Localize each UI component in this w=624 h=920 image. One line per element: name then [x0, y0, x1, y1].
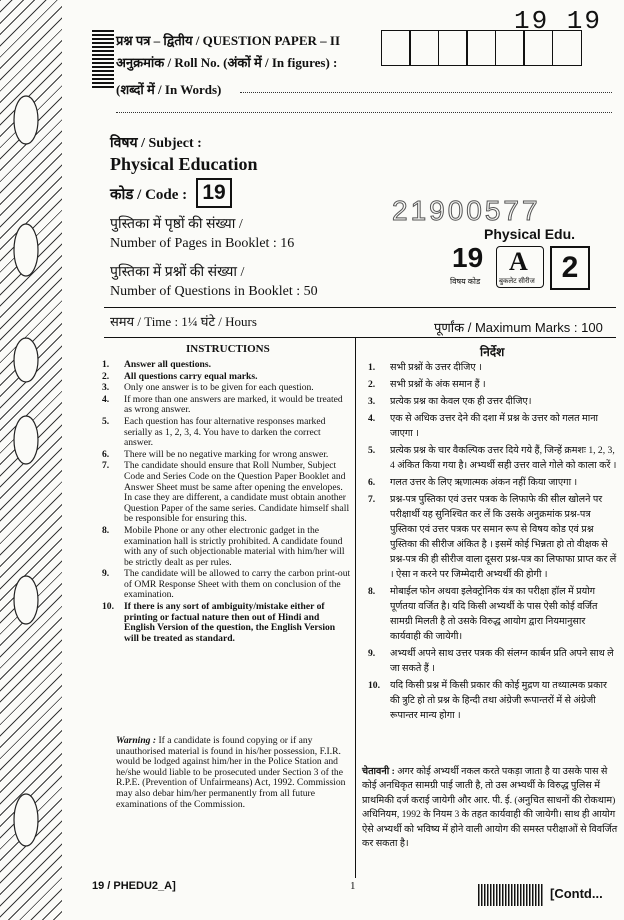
instruction-number: 5. — [368, 445, 376, 456]
instruction-item — [100, 526, 352, 568]
instruction-text: If there is any sort of ambiguity/mistake either of printing or factual nature then out of Hindi and English Version of the question, the English Version will be treated as standard. — [124, 601, 336, 644]
roll-number-boxes[interactable] — [382, 30, 582, 66]
instructions-heading: INSTRUCTIONS — [186, 343, 270, 355]
instruction-item — [366, 646, 618, 676]
instruction-number: 6. — [368, 477, 376, 488]
instruction-number: 4. — [368, 413, 376, 424]
footer-code: 19 / PHEDU2_A] — [92, 880, 176, 892]
roll-box[interactable] — [523, 30, 553, 66]
instruction-text: Answer all questions. — [124, 359, 211, 370]
footer-page: 1 — [350, 880, 356, 892]
divider — [104, 307, 616, 308]
continued-label: [Contd... — [550, 886, 603, 901]
max-marks-label: पूर्णांक / Maximum Marks : 100 — [434, 320, 603, 335]
floral-ornament — [6, 0, 46, 920]
instruction-item — [366, 443, 618, 473]
column-divider — [355, 338, 356, 878]
pages-label: Number of Pages in Booklet : 16 — [110, 236, 295, 251]
barcode-footer — [478, 884, 544, 906]
question-paper-label: प्रश्न पत्र – द्वितीय / QUESTION PAPER – II — [116, 33, 341, 48]
roll-box[interactable] — [466, 30, 496, 66]
warning-english — [116, 736, 352, 810]
instructions-list — [100, 360, 352, 645]
subject-code-caption: विषय कोड — [450, 277, 481, 286]
instruction-item — [366, 394, 618, 409]
instruction-number: 10. — [368, 680, 380, 691]
instruction-number: 7. — [368, 494, 376, 505]
instruction-text: The candidate should ensure that Roll Number, Subject Code and Series Code on the Question Paper Booklet and Answer Sheet must be same after opening the envelopes. In case they are different, a candidate must obtain another Question Paper of the same series. Candidate himself shall be responsible for ensuring this. — [124, 460, 350, 525]
stamp-code: 19 — [452, 242, 484, 273]
instruction-item — [100, 395, 352, 416]
instruction-item — [366, 411, 618, 441]
instruction-item — [366, 584, 618, 644]
serial-number: 21900577 — [392, 195, 541, 226]
pages-label-hindi: पुस्तिका में पृष्ठों की संख्या / — [110, 217, 243, 232]
series-caption: बुकलेट सीरीज — [499, 277, 535, 285]
instruction-text: All questions carry equal marks. — [124, 370, 258, 382]
instruction-number: 3. — [368, 396, 376, 407]
instruction-text: सभी प्रश्नों के उत्तर दीजिए । — [390, 362, 482, 373]
instruction-item — [100, 417, 352, 449]
code-value: 19 — [196, 178, 232, 208]
paper-number-box: 2 — [550, 246, 590, 290]
instruction-text: यदि किसी प्रश्न में किसी प्रकार की कोई मुद्रण या तथ्यात्मक प्रकार की त्रुटि हो तो प्रश्न के हिन्दी तथा अंग्रेजी रूपान्तरों में से अंग्रेजी रूपान्तर मान्य होगा । — [390, 680, 607, 721]
subject-name: Physical Education — [110, 154, 258, 174]
barcode-left — [92, 30, 114, 90]
instruction-item — [366, 475, 618, 490]
instruction-text: सभी प्रश्नों के अंक समान हैं । — [390, 379, 486, 390]
roll-box[interactable] — [552, 30, 582, 66]
instruction-number: 8. — [102, 524, 110, 536]
instructions-heading-hindi: निर्देश — [480, 345, 505, 359]
instruction-number: 1. — [102, 359, 110, 370]
instruction-item — [366, 492, 618, 582]
instruction-number: 3. — [102, 382, 110, 394]
instruction-text: Mobile Phone or any other electronic gadget in the examination hall is strictly prohibited. A candidate found with any of such objectionable material with him/her will be strictly dealt as per rules. — [124, 524, 345, 568]
warning-text: If a candidate is found copying or if any unauthorised material is found in his/her possession, F.I.R. would be lodged against him/her in the Police Station and he/she would liable to be prosecuted under Section 3 of the R.P.E. (Prevention of Unfairmeans) Act, 1992. Commission may also debar him/her permanently from all future examinations of the Commission. — [116, 735, 346, 810]
series-letter: A — [509, 247, 528, 276]
divider — [104, 337, 616, 338]
warning-text-hindi: अगर कोई अभ्यर्थी नकल करते पकड़ा जाता है या उसके पास से कोई अनधिकृत सामग्री पाई जाती है, तो उस अभ्यर्थी के विरुद्ध पुलिस में प्राथमिकी दर्ज कराई जायेगी और आर. पी. ई. (अनुचित साधनों की रोकथाम) अधिनियम, 1992 के नियम 3 के तहत कार्यवाही की जायेगी। साथ ही आयोग ऐसे अभ्यर्थी को भविष्य में होने वाली आयोग की समस्त परीक्षाओं से विवर्जित कर सकता है। — [362, 766, 618, 850]
instruction-item — [100, 372, 352, 383]
instruction-text: There will be no negative marking for wrong answer. — [124, 448, 329, 460]
instruction-number: 8. — [368, 586, 376, 597]
instruction-text: मोबाईल फोन अथवा इलेक्ट्रोनिक यंत्र का परीक्षा हॉल में प्रयोग पूर्णतया वर्जित है। यदि किसी अभ्यर्थी के पास ऐसी कोई वर्जित सामग्री मिलती है तो उसके विरुद्ध आयोग द्वारा नियमानुसार कार्यवाही की जायेगी। — [390, 586, 598, 642]
instruction-item — [100, 461, 352, 525]
instruction-item — [366, 377, 618, 392]
instruction-text: प्रत्येक प्रश्न के चार वैकल्पिक उत्तर दिये गये हैं, जिन्हें क्रमशः 1, 2, 3, 4 अंकित किया गया है। अभ्यर्थी सही उत्तर वाले गोले को काला करें । — [390, 445, 617, 471]
instruction-item — [100, 602, 352, 644]
roll-words-label: (शब्दों में / In Words) — [116, 82, 222, 97]
instruction-text: प्रत्येक प्रश्न का केवल एक ही उत्तर दीजिए। — [390, 396, 532, 407]
instruction-number: 2. — [368, 379, 376, 390]
roll-box[interactable] — [495, 30, 525, 66]
instruction-item — [100, 450, 352, 461]
stamp-subject: Physical Edu. — [484, 226, 576, 242]
warning-label-hindi: चेतावनी : — [362, 766, 395, 777]
instruction-number: 9. — [368, 648, 376, 659]
roll-box[interactable] — [409, 30, 439, 66]
instruction-number: 6. — [102, 448, 110, 460]
warning-hindi — [362, 765, 618, 851]
instruction-number: 1. — [368, 362, 376, 373]
series-box — [496, 246, 544, 288]
page-number: 19 19 — [513, 6, 602, 36]
instruction-text: Each question has four alternative responses marked serially as 1, 2, 3, 4. You have to darken the correct answer. — [124, 415, 326, 449]
instruction-item — [366, 678, 618, 723]
instruction-text: एक से अधिक उत्तर देने की दशा में प्रश्न के उत्तर को गलत माना जाएगा । — [390, 413, 599, 439]
instruction-item — [100, 383, 352, 394]
subject-label: विषय / Subject : — [110, 136, 202, 151]
instruction-number: 4. — [102, 393, 110, 405]
instruction-item — [100, 569, 352, 601]
code-label: कोड / Code : — [110, 187, 188, 203]
time-label: समय / Time : 1¼ घंटे / Hours — [110, 314, 257, 329]
instruction-text: प्रश्न-पत्र पुस्तिका एवं उत्तर पत्रक के लिफाफे की सील खोलने पर परीक्षार्थी यह सुनिश्चित कर लें कि उसके अनुक्रमांक प्रश्न-पत्र पुस्तिका एवं उत्तर पत्रक पर समान रूप से विषय कोड एवं प्रश्न पुस्तिका की सीरीज अंकित है । इसमें कोई भिन्नता हो तो वीक्षक से प्रश्न-पत्र की ही सीरीज वाला दूसरा प्रश्न-पत्र का लिफाफा प्राप्त कर लें । ऐसा न करने पर जिम्मेदारी अभ्यर्थी की होगी । — [390, 494, 617, 580]
roll-words-line-2[interactable] — [116, 112, 612, 113]
instruction-item — [100, 360, 352, 371]
instructions-list-hindi — [366, 360, 618, 725]
instruction-item — [366, 360, 618, 375]
roll-box[interactable] — [438, 30, 468, 66]
instruction-text: अभ्यर्थी अपने साथ उत्तर पत्रक की संलग्न कार्बन प्रति अपने साथ ले जा सकते हैं । — [390, 648, 614, 674]
instruction-number: 5. — [102, 415, 110, 427]
instruction-number: 2. — [102, 370, 110, 382]
instruction-number: 7. — [102, 460, 110, 472]
questions-label: Number of Questions in Booklet : 50 — [110, 284, 318, 299]
instruction-text: गलत उत्तर के लिए ऋणात्मक अंकन नहीं किया जाएगा । — [390, 477, 578, 488]
warning-label: Warning : — [116, 735, 157, 746]
instruction-number: 10. — [102, 601, 114, 613]
roll-number-label: अनुक्रमांक / Roll No. (अंकों में / In figures) : — [116, 55, 338, 70]
questions-label-hindi: पुस्तिका में प्रश्नों की संख्या / — [110, 265, 245, 280]
instruction-text: The candidate will be allowed to carry the carbon print-out of OMR Response Sheet with them on conclusion of the examination. — [124, 568, 351, 601]
instruction-text: If more than one answers are marked, it would be treated as wrong answer. — [124, 393, 343, 416]
instruction-text: Only one answer is to be given for each question. — [124, 382, 314, 394]
roll-words-line[interactable] — [240, 92, 612, 93]
roll-box[interactable] — [381, 30, 411, 66]
instruction-number: 9. — [102, 568, 110, 580]
